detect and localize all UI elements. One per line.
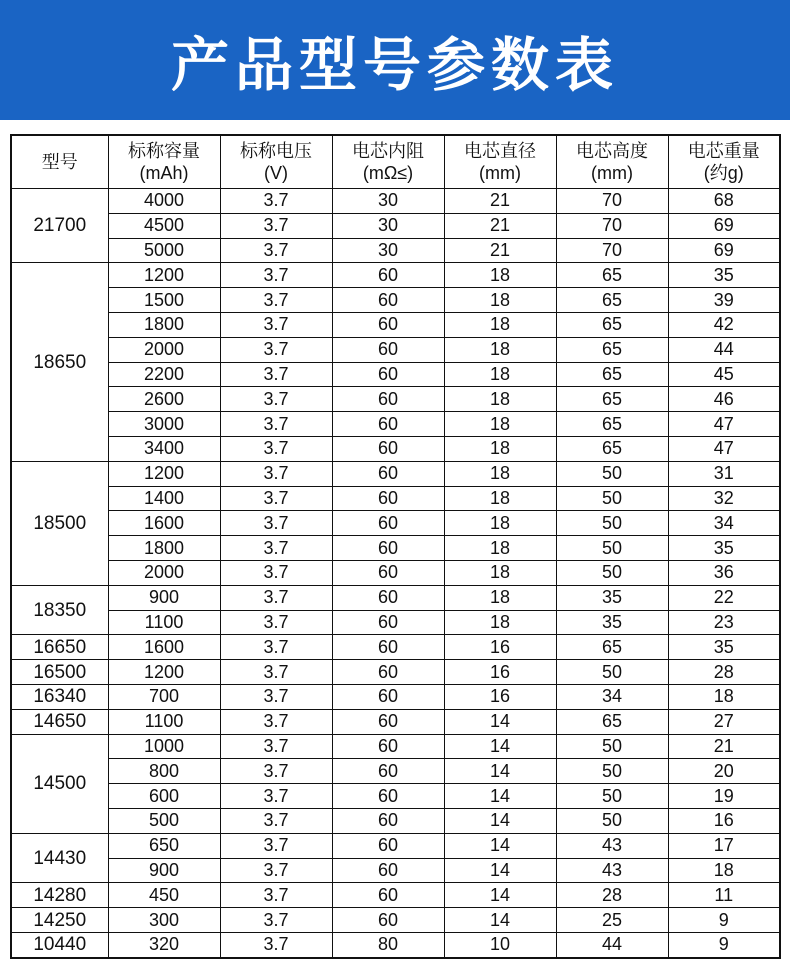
resistance-cell: 60 (332, 263, 444, 288)
capacity-cell: 2600 (108, 387, 220, 412)
height-cell: 50 (556, 660, 668, 685)
voltage-cell: 3.7 (220, 635, 332, 660)
capacity-cell: 1600 (108, 511, 220, 536)
voltage-cell: 3.7 (220, 536, 332, 561)
weight-cell: 42 (668, 312, 780, 337)
capacity-cell: 2000 (108, 560, 220, 585)
resistance-cell: 60 (332, 709, 444, 734)
diameter-cell: 16 (444, 684, 556, 709)
capacity-cell: 1200 (108, 461, 220, 486)
weight-cell: 21 (668, 734, 780, 759)
capacity-cell: 2200 (108, 362, 220, 387)
weight-cell: 68 (668, 189, 780, 214)
weight-cell: 47 (668, 436, 780, 461)
height-cell: 25 (556, 908, 668, 933)
table-row (11, 436, 780, 461)
resistance-cell: 30 (332, 189, 444, 214)
capacity-cell: 1200 (108, 263, 220, 288)
height-cell: 50 (556, 759, 668, 784)
table-row (11, 932, 780, 957)
capacity-cell: 700 (108, 684, 220, 709)
resistance-cell: 60 (332, 759, 444, 784)
resistance-cell: 60 (332, 784, 444, 809)
height-cell: 70 (556, 189, 668, 214)
diameter-cell: 14 (444, 734, 556, 759)
voltage-cell: 3.7 (220, 412, 332, 437)
diameter-cell: 18 (444, 387, 556, 412)
capacity-cell: 1600 (108, 635, 220, 660)
weight-cell: 19 (668, 784, 780, 809)
weight-cell: 28 (668, 660, 780, 685)
weight-cell: 36 (668, 560, 780, 585)
diameter-cell: 10 (444, 932, 556, 957)
capacity-cell: 1400 (108, 486, 220, 511)
resistance-cell: 60 (332, 734, 444, 759)
model-cell: 21700 (11, 189, 108, 263)
spec-table-container (10, 134, 781, 959)
weight-cell: 20 (668, 759, 780, 784)
table-row (11, 213, 780, 238)
diameter-cell: 14 (444, 883, 556, 908)
voltage-cell: 3.7 (220, 784, 332, 809)
table-row (11, 833, 780, 858)
table-row (11, 461, 780, 486)
weight-cell: 69 (668, 238, 780, 263)
diameter-cell: 18 (444, 412, 556, 437)
table-row (11, 908, 780, 933)
diameter-cell: 16 (444, 660, 556, 685)
voltage-cell: 3.7 (220, 511, 332, 536)
voltage-cell: 3.7 (220, 387, 332, 412)
height-cell: 50 (556, 511, 668, 536)
resistance-cell: 60 (332, 610, 444, 635)
weight-cell: 35 (668, 635, 780, 660)
diameter-cell: 18 (444, 511, 556, 536)
weight-cell: 47 (668, 412, 780, 437)
table-row (11, 189, 780, 214)
capacity-cell: 1800 (108, 312, 220, 337)
table-row (11, 288, 780, 313)
height-cell: 65 (556, 263, 668, 288)
capacity-cell: 500 (108, 808, 220, 833)
resistance-cell: 60 (332, 536, 444, 561)
voltage-cell: 3.7 (220, 461, 332, 486)
height-cell: 44 (556, 932, 668, 957)
model-cell: 16500 (11, 660, 108, 685)
table-row (11, 387, 780, 412)
weight-cell: 18 (668, 858, 780, 883)
diameter-cell: 18 (444, 560, 556, 585)
diameter-cell: 16 (444, 635, 556, 660)
capacity-cell: 1800 (108, 536, 220, 561)
model-cell: 10440 (11, 932, 108, 957)
resistance-cell: 60 (332, 337, 444, 362)
height-cell: 43 (556, 833, 668, 858)
weight-cell: 32 (668, 486, 780, 511)
capacity-cell: 3400 (108, 436, 220, 461)
voltage-cell: 3.7 (220, 263, 332, 288)
table-row (11, 585, 780, 610)
resistance-cell: 60 (332, 883, 444, 908)
model-cell: 14280 (11, 883, 108, 908)
table-row (11, 312, 780, 337)
diameter-cell: 14 (444, 709, 556, 734)
voltage-cell: 3.7 (220, 883, 332, 908)
capacity-cell: 1100 (108, 610, 220, 635)
resistance-cell: 30 (332, 213, 444, 238)
diameter-cell: 18 (444, 337, 556, 362)
spec-table-body (11, 189, 780, 958)
weight-cell: 39 (668, 288, 780, 313)
table-row (11, 238, 780, 263)
voltage-cell: 3.7 (220, 189, 332, 214)
voltage-cell: 3.7 (220, 312, 332, 337)
diameter-cell: 18 (444, 312, 556, 337)
capacity-cell: 1500 (108, 288, 220, 313)
weight-cell: 69 (668, 213, 780, 238)
voltage-cell: 3.7 (220, 833, 332, 858)
voltage-cell: 3.7 (220, 337, 332, 362)
height-cell: 70 (556, 238, 668, 263)
header-capacity: 标称容量 (mAh) (108, 135, 220, 189)
header-voltage: 标称电压 (V) (220, 135, 332, 189)
voltage-cell: 3.7 (220, 238, 332, 263)
resistance-cell: 60 (332, 511, 444, 536)
model-cell: 14250 (11, 908, 108, 933)
header-row (11, 135, 780, 189)
capacity-cell: 320 (108, 932, 220, 957)
diameter-cell: 14 (444, 858, 556, 883)
capacity-cell: 1000 (108, 734, 220, 759)
voltage-cell: 3.7 (220, 585, 332, 610)
voltage-cell: 3.7 (220, 684, 332, 709)
resistance-cell: 60 (332, 288, 444, 313)
height-cell: 65 (556, 709, 668, 734)
height-cell: 50 (556, 536, 668, 561)
table-row (11, 263, 780, 288)
capacity-cell: 1200 (108, 660, 220, 685)
diameter-cell: 14 (444, 759, 556, 784)
voltage-cell: 3.7 (220, 932, 332, 957)
resistance-cell: 60 (332, 436, 444, 461)
capacity-cell: 900 (108, 858, 220, 883)
resistance-cell: 60 (332, 412, 444, 437)
diameter-cell: 18 (444, 610, 556, 635)
table-row (11, 486, 780, 511)
height-cell: 65 (556, 635, 668, 660)
height-cell: 35 (556, 610, 668, 635)
weight-cell: 44 (668, 337, 780, 362)
resistance-cell: 60 (332, 486, 444, 511)
capacity-cell: 1100 (108, 709, 220, 734)
capacity-cell: 600 (108, 784, 220, 809)
table-row (11, 808, 780, 833)
height-cell: 65 (556, 436, 668, 461)
capacity-cell: 2000 (108, 337, 220, 362)
capacity-cell: 900 (108, 585, 220, 610)
resistance-cell: 60 (332, 660, 444, 685)
diameter-cell: 21 (444, 213, 556, 238)
voltage-cell: 3.7 (220, 560, 332, 585)
voltage-cell: 3.7 (220, 436, 332, 461)
table-row (11, 684, 780, 709)
resistance-cell: 60 (332, 635, 444, 660)
table-row (11, 635, 780, 660)
voltage-cell: 3.7 (220, 213, 332, 238)
table-row (11, 511, 780, 536)
diameter-cell: 18 (444, 436, 556, 461)
height-cell: 65 (556, 337, 668, 362)
height-cell: 65 (556, 288, 668, 313)
capacity-cell: 800 (108, 759, 220, 784)
voltage-cell: 3.7 (220, 908, 332, 933)
diameter-cell: 18 (444, 263, 556, 288)
model-cell: 18500 (11, 461, 108, 585)
table-row (11, 362, 780, 387)
resistance-cell: 60 (332, 808, 444, 833)
spec-table (10, 134, 781, 959)
model-cell: 14650 (11, 709, 108, 734)
header-diameter: 电芯直径 (mm) (444, 135, 556, 189)
model-cell: 14430 (11, 833, 108, 883)
header-weight: 电芯重量 (约g) (668, 135, 780, 189)
height-cell: 65 (556, 412, 668, 437)
header-model: 型号 (11, 135, 108, 189)
resistance-cell: 80 (332, 932, 444, 957)
weight-cell: 27 (668, 709, 780, 734)
voltage-cell: 3.7 (220, 610, 332, 635)
height-cell: 28 (556, 883, 668, 908)
table-row (11, 660, 780, 685)
height-cell: 50 (556, 461, 668, 486)
diameter-cell: 18 (444, 288, 556, 313)
diameter-cell: 18 (444, 362, 556, 387)
height-cell: 34 (556, 684, 668, 709)
resistance-cell: 60 (332, 362, 444, 387)
table-row (11, 412, 780, 437)
table-row (11, 610, 780, 635)
height-cell: 70 (556, 213, 668, 238)
capacity-cell: 450 (108, 883, 220, 908)
voltage-cell: 3.7 (220, 660, 332, 685)
weight-cell: 9 (668, 932, 780, 957)
resistance-cell: 60 (332, 585, 444, 610)
weight-cell: 11 (668, 883, 780, 908)
voltage-cell: 3.7 (220, 759, 332, 784)
weight-cell: 35 (668, 263, 780, 288)
capacity-cell: 300 (108, 908, 220, 933)
weight-cell: 18 (668, 684, 780, 709)
header-resistance: 电芯内阻 (mΩ≤) (332, 135, 444, 189)
weight-cell: 16 (668, 808, 780, 833)
table-row (11, 858, 780, 883)
header-height: 电芯高度 (mm) (556, 135, 668, 189)
model-cell: 16340 (11, 684, 108, 709)
resistance-cell: 60 (332, 908, 444, 933)
weight-cell: 31 (668, 461, 780, 486)
voltage-cell: 3.7 (220, 858, 332, 883)
diameter-cell: 18 (444, 461, 556, 486)
capacity-cell: 3000 (108, 412, 220, 437)
weight-cell: 35 (668, 536, 780, 561)
table-row (11, 560, 780, 585)
model-cell: 18650 (11, 263, 108, 461)
height-cell: 50 (556, 808, 668, 833)
diameter-cell: 21 (444, 189, 556, 214)
table-row (11, 759, 780, 784)
diameter-cell: 14 (444, 908, 556, 933)
weight-cell: 45 (668, 362, 780, 387)
voltage-cell: 3.7 (220, 709, 332, 734)
resistance-cell: 60 (332, 461, 444, 486)
table-row (11, 784, 780, 809)
capacity-cell: 650 (108, 833, 220, 858)
diameter-cell: 21 (444, 238, 556, 263)
page-title: 产品型号参数表 (170, 31, 619, 99)
voltage-cell: 3.7 (220, 288, 332, 313)
weight-cell: 9 (668, 908, 780, 933)
resistance-cell: 60 (332, 312, 444, 337)
height-cell: 50 (556, 486, 668, 511)
capacity-cell: 5000 (108, 238, 220, 263)
model-cell: 14500 (11, 734, 108, 833)
table-row (11, 709, 780, 734)
weight-cell: 17 (668, 833, 780, 858)
resistance-cell: 60 (332, 387, 444, 412)
capacity-cell: 4500 (108, 213, 220, 238)
voltage-cell: 3.7 (220, 734, 332, 759)
table-row (11, 337, 780, 362)
model-cell: 16650 (11, 635, 108, 660)
diameter-cell: 18 (444, 486, 556, 511)
height-cell: 50 (556, 734, 668, 759)
height-cell: 65 (556, 387, 668, 412)
diameter-cell: 14 (444, 808, 556, 833)
resistance-cell: 60 (332, 833, 444, 858)
height-cell: 65 (556, 362, 668, 387)
capacity-cell: 4000 (108, 189, 220, 214)
voltage-cell: 3.7 (220, 486, 332, 511)
table-row (11, 883, 780, 908)
weight-cell: 23 (668, 610, 780, 635)
height-cell: 65 (556, 312, 668, 337)
height-cell: 43 (556, 858, 668, 883)
diameter-cell: 14 (444, 833, 556, 858)
height-cell: 50 (556, 560, 668, 585)
title-banner (0, 0, 790, 120)
voltage-cell: 3.7 (220, 808, 332, 833)
height-cell: 50 (556, 784, 668, 809)
resistance-cell: 60 (332, 560, 444, 585)
weight-cell: 46 (668, 387, 780, 412)
weight-cell: 22 (668, 585, 780, 610)
table-row (11, 734, 780, 759)
height-cell: 35 (556, 585, 668, 610)
diameter-cell: 18 (444, 585, 556, 610)
weight-cell: 34 (668, 511, 780, 536)
voltage-cell: 3.7 (220, 362, 332, 387)
resistance-cell: 30 (332, 238, 444, 263)
resistance-cell: 60 (332, 858, 444, 883)
diameter-cell: 14 (444, 784, 556, 809)
diameter-cell: 18 (444, 536, 556, 561)
model-cell: 18350 (11, 585, 108, 635)
resistance-cell: 60 (332, 684, 444, 709)
table-row (11, 536, 780, 561)
